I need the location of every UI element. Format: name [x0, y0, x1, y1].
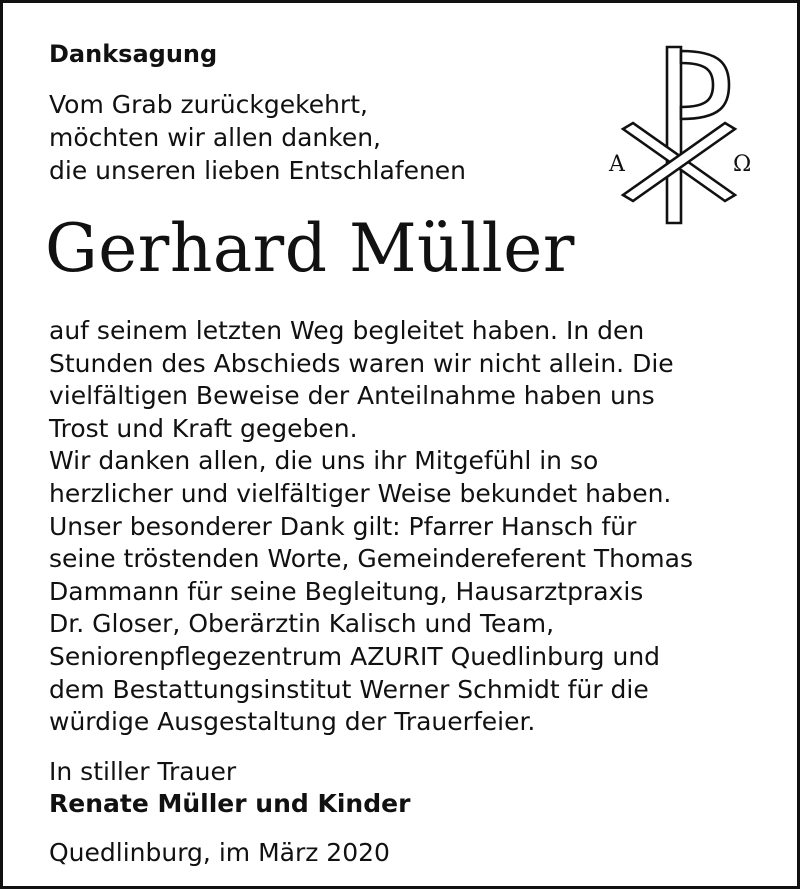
body-line: Dr. Gloser, Oberärztin Kalisch und Team,: [49, 609, 555, 639]
mourning-label: In stiller Trauer: [49, 757, 237, 786]
body-line: auf seinem letzten Weg begleitet haben. In den: [49, 316, 645, 345]
body-line: dem Bestattungsinstitut Werner Schmidt für die: [49, 674, 649, 704]
body-line: Unser besonderer Dank gilt: Pfarrer Hansch für: [49, 511, 637, 541]
intro-line: die unseren lieben Entschlafenen: [49, 156, 467, 185]
place-date: Quedlinburg, im März 2020: [49, 838, 390, 867]
omega-letter: Ω: [733, 152, 752, 177]
body-line: Stunden des Abschieds waren wir nicht allein. Die: [49, 348, 674, 378]
notice-heading: Danksagung: [49, 40, 218, 68]
body-line: Trost und Kraft gegeben.: [49, 413, 358, 443]
body-text: [49, 315, 779, 739]
body-line: seine tröstenden Worte, Gemeindereferent Thomas: [49, 544, 693, 574]
intro-text: [49, 88, 569, 187]
alpha-letter: A: [609, 152, 625, 177]
body-line: vielfältigen Beweise der Anteilnahme haben uns: [49, 381, 655, 411]
body-line: herzlicher und vielfältiger Weise bekundet haben.: [49, 478, 672, 508]
body-line: Seniorenpflegezentrum AZURIT Quedlinburg und: [49, 641, 661, 671]
family-names: Renate Müller und Kinder: [49, 789, 411, 818]
body-line: Wir danken allen, die uns ihr Mitgefühl in so: [49, 446, 599, 476]
deceased-name: Gerhard Müller: [45, 210, 575, 287]
intro-line: möchten wir allen danken,: [49, 123, 382, 152]
signature-block: [49, 756, 410, 820]
body-line: würdige Ausgestaltung der Trauerfeier.: [49, 707, 536, 737]
intro-line: Vom Grab zurückgekehrt,: [49, 90, 368, 119]
chi-rho-alpha-omega-icon: [595, 43, 767, 229]
body-line: Dammann für seine Begleitung, Hausarztpraxis: [49, 576, 644, 606]
